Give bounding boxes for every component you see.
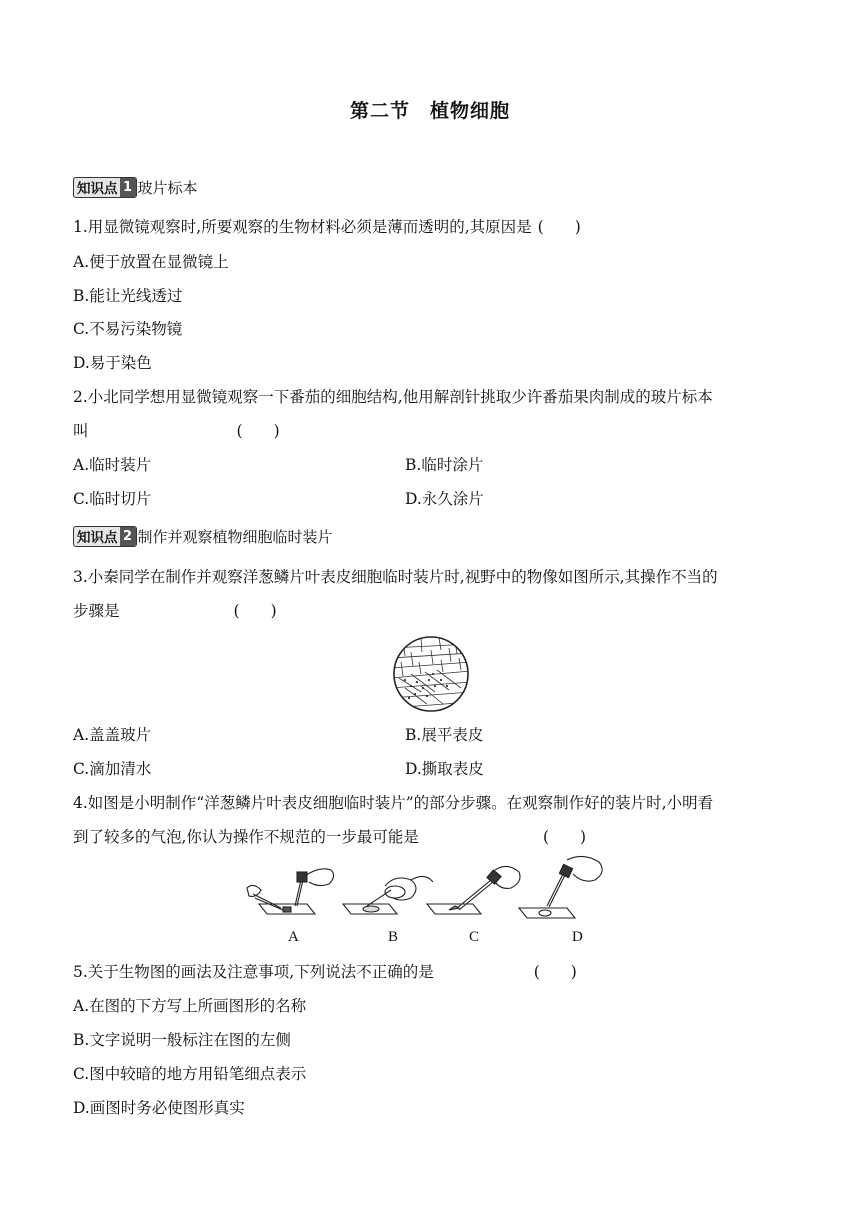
question-5-stem	[73, 962, 577, 982]
question-text: 1.用显微镜观察时,所要观察的生物材料必须是薄而透明的,其原因是	[73, 218, 532, 236]
knowledge-point-badge	[73, 526, 137, 547]
microscope-view-figure	[391, 634, 471, 714]
knowledge-point-title: 制作并观察植物细胞临时装片	[137, 527, 333, 546]
answer-paren: ( )	[533, 963, 577, 981]
q5-option-c: C.图中较暗的地方用铅笔细点表示	[73, 1065, 307, 1083]
q3-option-a: A.盖盖玻片	[73, 726, 152, 744]
q2-option-b: B.临时涂片	[405, 456, 484, 474]
question-text: 叫	[73, 422, 89, 440]
figure-label-d: D	[572, 929, 583, 945]
q1-option-c: C.不易污染物镜	[73, 320, 183, 338]
q3-option-d: D.撕取表皮	[405, 760, 484, 778]
q1-option-b: B.能让光线透过	[73, 287, 183, 305]
q1-option-a: A.便于放置在显微镜上	[73, 253, 229, 271]
q5-option-a: A.在图的下方写上所画图形的名称	[73, 997, 307, 1015]
q5-option-b: B.文字说明一般标注在图的左侧	[73, 1031, 291, 1049]
page-title: 第二节 植物细胞	[349, 100, 510, 122]
answer-paren: ( )	[236, 422, 280, 440]
question-4-stem-line1: 4.如图是小明制作“洋葱鳞片叶表皮细胞临时装片”的部分步骤。在观察制作好的装片时,小明看	[73, 794, 714, 812]
question-text: 步骤是	[73, 602, 120, 620]
q1-option-d: D.易于染色	[73, 354, 152, 372]
q5-option-d: D.画图时务必使图形真实	[73, 1099, 245, 1117]
knowledge-point-title: 玻片标本	[137, 178, 198, 197]
question-text: 5.关于生物图的画法及注意事项,下列说法不正确的是	[73, 963, 434, 981]
q3-option-b: B.展平表皮	[405, 726, 484, 744]
q2-option-a: A.临时装片	[73, 456, 152, 474]
q3-option-c: C.滴加清水	[73, 760, 152, 778]
slide-preparation-steps-figure	[245, 852, 625, 924]
knowledge-point-2-header	[73, 525, 333, 547]
badge-number: 1	[120, 178, 136, 197]
q2-option-c: C.临时切片	[73, 490, 152, 508]
question-text: 到了较多的气泡,你认为操作不规范的一步最可能是	[73, 828, 419, 846]
badge-label: 知识点	[77, 181, 118, 197]
figure-label-c: C	[469, 929, 480, 945]
answer-paren: ( )	[537, 218, 581, 236]
question-1-stem	[73, 217, 581, 237]
badge-label: 知识点	[77, 530, 118, 546]
question-3-stem-line1: 3.小秦同学在制作并观察洋葱鳞片叶表皮细胞临时装片时,视野中的物像如图所示,其操作不当的	[73, 568, 718, 586]
badge-number: 2	[120, 527, 136, 546]
knowledge-point-1-header	[73, 176, 198, 198]
answer-paren: ( )	[233, 602, 277, 620]
answer-paren: ( )	[542, 828, 587, 846]
knowledge-point-badge	[73, 177, 137, 198]
figure-label-a: A	[288, 929, 299, 945]
question-3-stem-line2	[73, 601, 277, 621]
question-2-stem-line2	[73, 421, 280, 441]
question-4-stem-line2	[73, 827, 586, 847]
q2-option-d: D.永久涂片	[405, 490, 484, 508]
figure-label-b: B	[388, 929, 399, 945]
question-2-stem-line1: 2.小北同学想用显微镜观察一下番茄的细胞结构,他用解剖针挑取少许番茄果肉制成的玻片标本	[73, 388, 713, 406]
